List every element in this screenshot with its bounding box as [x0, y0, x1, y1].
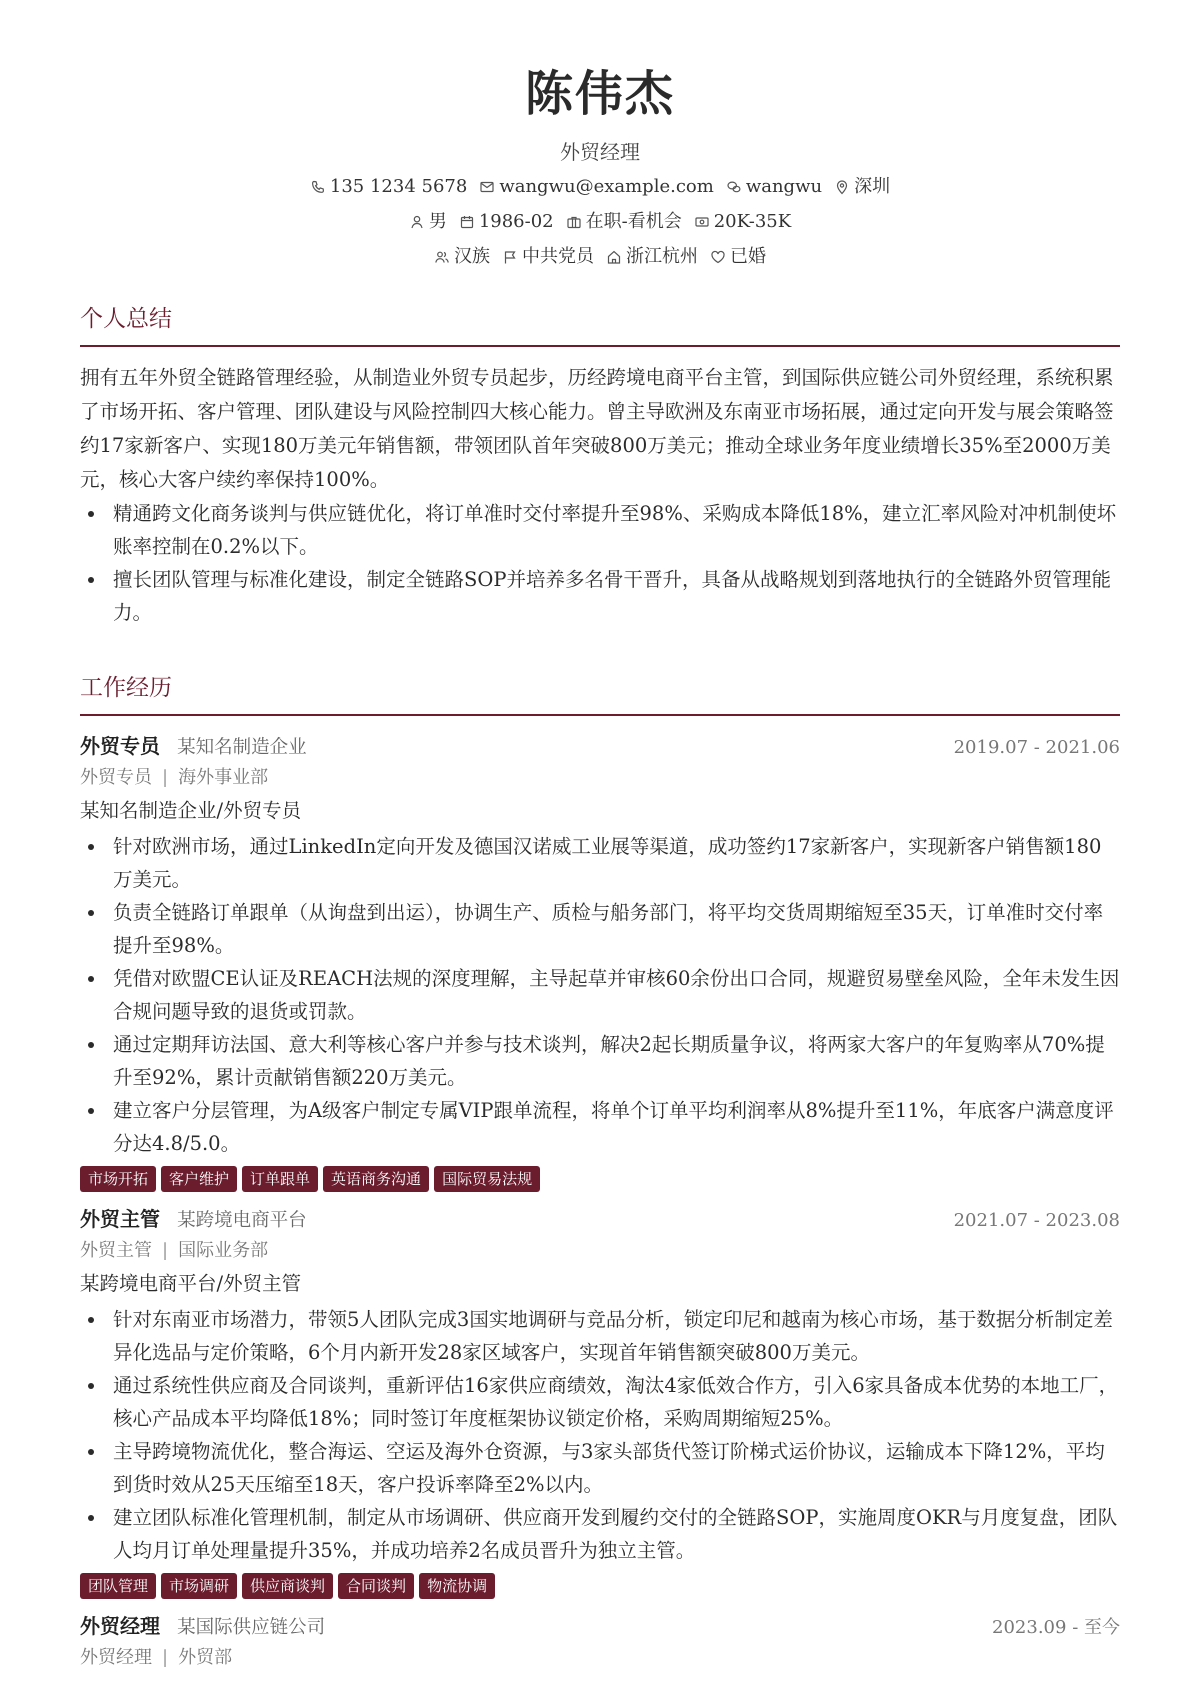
job-date: 2019.07 - 2021.06 — [953, 737, 1120, 758]
job-department: 国际业务部 — [178, 1240, 269, 1261]
job-role: 外贸主管 — [80, 1207, 160, 1231]
flag-icon — [502, 249, 518, 265]
briefcase-icon — [566, 214, 582, 230]
skill-tag: 团队管理 — [80, 1573, 156, 1599]
job-company: 某国际供应链公司 — [177, 1617, 326, 1638]
job-bullet: 建立客户分层管理，为A级客户制定专属VIP跟单流程，将单个订单平均利润率从8%提升至11%，年底客户满意度评分达4.8/5.0。 — [80, 1094, 1120, 1160]
skill-tag: 市场调研 — [161, 1573, 237, 1599]
experience-section — [80, 673, 1120, 1674]
skill-tag: 供应商谈判 — [242, 1573, 333, 1599]
skill-tag: 订单跟单 — [242, 1166, 318, 1192]
skill-tags — [80, 1573, 1120, 1599]
job-bullet: 通过定期拜访法国、意大利等核心客户并参与技术谈判，解决2起长期质量争议，将两家大客户的年复购率从70%提升至92%，累计贡献销售额220万美元。 — [80, 1028, 1120, 1094]
email-text: wangwu@example.com — [499, 176, 714, 197]
experience-divider — [80, 714, 1120, 716]
skill-tag: 国际贸易法规 — [434, 1166, 540, 1192]
job-role: 外贸经理 — [80, 1614, 160, 1638]
job-subtitle — [80, 762, 1120, 794]
job-bullets — [80, 830, 1120, 1160]
ethnicity-info — [434, 244, 490, 270]
phone-icon — [310, 179, 326, 195]
hometown-text: 浙江杭州 — [626, 246, 698, 267]
job-sub-role: 外贸主管 — [80, 1240, 152, 1261]
skill-tag: 客户维护 — [161, 1166, 237, 1192]
status-info — [566, 209, 682, 235]
summary-bullets — [80, 497, 1120, 629]
job-bullet: 主导跨境物流优化，整合海运、空运及海外仓资源，与3家头部货代签订阶梯式运价协议，运输成本下降12%，平均到货时效从25天压缩至18天，客户投诉率降至2%以内。 — [80, 1435, 1120, 1501]
skill-tags — [80, 1166, 1120, 1192]
salary-icon — [694, 214, 710, 230]
summary-divider — [80, 345, 1120, 347]
marital-info — [710, 244, 766, 270]
birth-text: 1986-02 — [478, 211, 554, 232]
job-header — [80, 1203, 1120, 1235]
candidate-title: 外贸经理 — [560, 140, 640, 164]
salary-text: 20K-35K — [713, 211, 792, 232]
status-text: 在职-看机会 — [585, 211, 682, 232]
political-info — [502, 244, 594, 270]
job-separator: | — [162, 767, 169, 788]
job-bullet: 凭借对欧盟CE认证及REACH法规的深度理解，主导起草并审核60余份出口合同，规避贸易壁垒风险，全年未发生因合规问题导致的退货或罚款。 — [80, 962, 1120, 1028]
heart-icon — [710, 249, 726, 265]
job-date: 2021.07 - 2023.08 — [953, 1210, 1120, 1231]
job-entry — [80, 1610, 1120, 1674]
job-company: 某知名制造企业 — [177, 737, 307, 758]
job-bullet: 针对东南亚市场潜力，带领5人团队完成3国实地调研与竞品分析，锁定印尼和越南为核心市场，基于数据分析制定差异化选品与定价策略，6个月内新开发28家区域客户，实现首年销售额突破800万美元。 — [80, 1303, 1120, 1369]
hometown-info — [606, 244, 698, 270]
job-bullet: 通过系统性供应商及合同谈判，重新评估16家供应商绩效，淘汰4家低效合作方，引入6家具备成本优势的本地工厂，核心产品成本平均降低18%；同时签订年度框架协议锁定价格，采购周期缩短25%。 — [80, 1369, 1120, 1435]
job-company: 某跨境电商平台 — [177, 1210, 307, 1231]
job-bullet: 针对欧洲市场，通过LinkedIn定向开发及德国汉诺威工业展等渠道，成功签约17家新客户，实现新客户销售额180万美元。 — [80, 830, 1120, 896]
phone-info — [310, 174, 467, 200]
job-department: 海外事业部 — [178, 767, 269, 788]
gender-info — [409, 209, 447, 235]
contact-row — [0, 174, 1200, 200]
skill-tag: 市场开拓 — [80, 1166, 156, 1192]
summary-bullet: 精通跨文化商务谈判与供应链优化，将订单准时交付率提升至98%、采购成本降低18%，建立汇率风险对冲机制使坏账率控制在0.2%以下。 — [80, 497, 1120, 563]
job-date: 2023.09 - 至今 — [992, 1617, 1120, 1638]
job-sub-role: 外贸专员 — [80, 767, 152, 788]
experience-heading: 工作经历 — [80, 675, 172, 701]
job-header — [80, 1610, 1120, 1642]
wechat-info — [726, 174, 822, 200]
summary-paragraph: 拥有五年外贸全链路管理经验，从制造业外贸专员起步，历经跨境电商平台主管，到国际供应链公司外贸经理，系统积累了市场开拓、客户管理、团队建设与风险控制四大核心能力。曾主导欧洲及东南亚市场拓展，通过定向开发与展会策略签约17家新客户、实现180万美元年销售额，带领团队首年突破800万美元；推动全球业务年度业绩增长35%至2000万美元，核心大客户续约率保持100%。 — [80, 366, 1114, 491]
job-bullet: 建立团队标准化管理机制，制定从市场调研、供应商开发到履约交付的全链路SOP，实施周度OKR与月度复盘，团队人均月订单处理量提升35%，并成功培养2名成员晋升为独立主管。 — [80, 1501, 1120, 1567]
location-icon — [834, 179, 850, 195]
location-text: 深圳 — [854, 176, 891, 197]
skill-tag: 合同谈判 — [338, 1573, 414, 1599]
marital-text: 已婚 — [730, 246, 766, 267]
skill-tag: 英语商务沟通 — [323, 1166, 429, 1192]
job-sub-role: 外贸经理 — [80, 1647, 152, 1668]
email-info — [479, 174, 714, 200]
job-separator: | — [162, 1240, 169, 1261]
job-role: 外贸专员 — [80, 734, 160, 758]
basic-info-row — [0, 209, 1200, 235]
job-subtitle — [80, 1235, 1120, 1267]
candidate-name: 陈伟杰 — [524, 66, 675, 122]
home-icon — [606, 249, 622, 265]
summary-bullet: 擅长团队管理与标准化建设，制定全链路SOP并培养多名骨干晋升，具备从战略规划到落地执行的全链路外贸管理能力。 — [80, 563, 1120, 629]
wechat-text: wangwu — [745, 176, 823, 197]
job-company-role-line: 某跨境电商平台/外贸主管 — [80, 1272, 302, 1295]
summary-heading: 个人总结 — [80, 306, 172, 332]
phone-text: 135 1234 5678 — [329, 176, 468, 197]
job-bullets — [80, 1303, 1120, 1567]
birth-info — [459, 209, 554, 235]
job-company-role-line: 某知名制造企业/外贸专员 — [80, 799, 302, 822]
job-entry — [80, 1203, 1120, 1599]
people-icon — [434, 249, 450, 265]
political-text: 中共党员 — [522, 246, 594, 267]
job-separator: | — [162, 1647, 169, 1668]
salary-info — [694, 209, 791, 235]
wechat-icon — [726, 179, 742, 195]
job-subtitle — [80, 1642, 1120, 1674]
job-bullet: 负责全链路订单跟单（从询盘到出运），协调生产、质检与船务部门，将平均交货周期缩短至35天，订单准时交付率提升至98%。 — [80, 896, 1120, 962]
job-header — [80, 730, 1120, 762]
resume-header — [0, 0, 1200, 270]
mail-icon — [479, 179, 495, 195]
ethnicity-text: 汉族 — [454, 246, 490, 267]
summary-section — [80, 304, 1120, 629]
job-entry — [80, 730, 1120, 1192]
job-department: 外贸部 — [178, 1647, 233, 1668]
gender-text: 男 — [428, 211, 447, 232]
location-info — [834, 174, 890, 200]
skill-tag: 物流协调 — [419, 1573, 495, 1599]
calendar-icon — [459, 214, 475, 230]
person-icon — [409, 214, 425, 230]
extra-info-row — [0, 244, 1200, 270]
